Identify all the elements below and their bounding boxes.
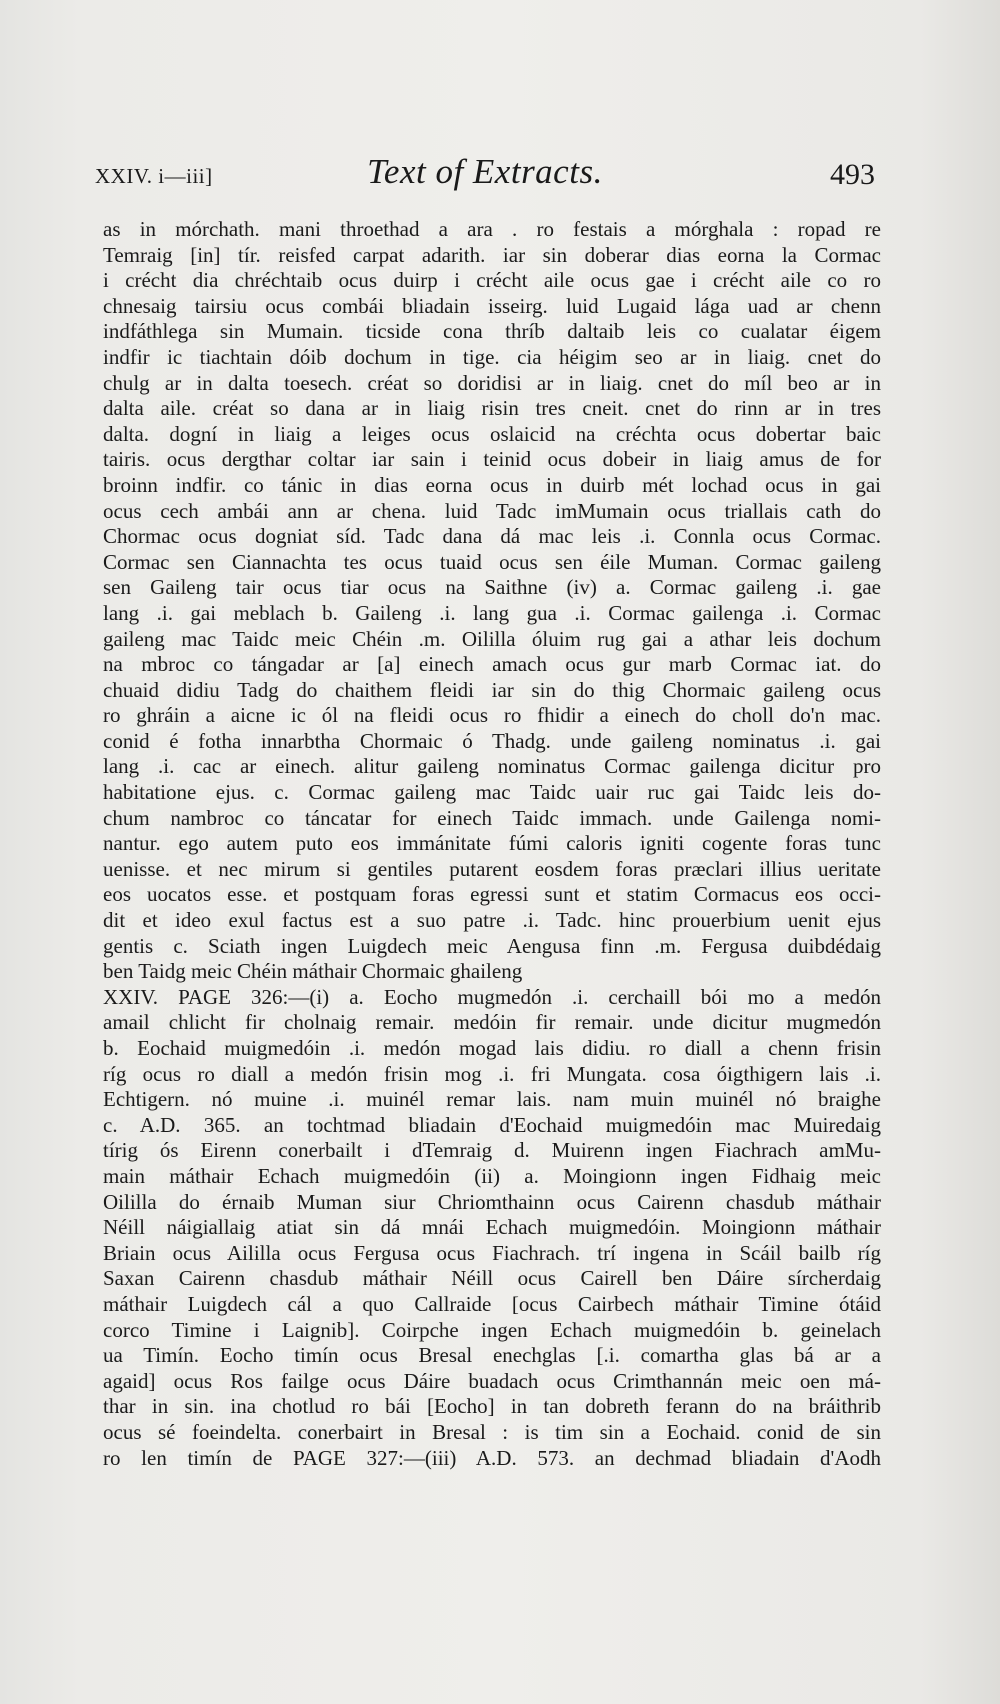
text-line: as in mórchath. mani throethad a ara . ro festais a mórghala : ropad re (103, 217, 881, 241)
text-line: i crécht dia chréchtaib ocus duirp i crécht aile ocus gae i crécht aile co ro (103, 268, 881, 293)
text-line: na mbroc co tángadar ar [a] einech amach ocus gur marb Cormac iat. do (103, 652, 881, 677)
text-line: chulg ar in dalta toesech. créat so doridisi ar in liaig. cnet do míl beo ar in (103, 370, 881, 395)
text-line: Néill náigiallaig atiat sin dá mnái Echach muigmedóin. Moingionn máthair (103, 1215, 881, 1240)
page-number: 493 (830, 158, 875, 191)
text-line: chnesaig tairsiu ocus combái bliadain isseirg. luid Lugaid lága uad ar chenn (103, 293, 881, 318)
text-line: gentis c. Sciath ingen Luigdech meic Aengusa finn .m. Fergusa duibdédaig (103, 933, 881, 958)
text-line: corco Timine i Laignib]. Coirpche ingen Echach muigmedóin b. geinelach (103, 1317, 881, 1342)
text-line: nantur. ego autem puto eos immánitate fúmi caloris igniti cogente foras tunc (103, 831, 881, 856)
text-line: amail chlicht fir cholnaig remair. medóin fir remair. unde dicitur mugmedón (103, 1010, 881, 1035)
text-line: sen Gaileng tair ocus tiar ocus na Saithne (iv) a. Cormac gaileng .i. gae (103, 575, 881, 600)
body-text (103, 217, 881, 1471)
text-line: broinn indfir. co tánic in dias eorna ocus in duirb mét lochad ocus in gai (103, 472, 881, 497)
text-line: ocus cech ambái ann ar chena. luid Tadc imMumain ocus triallais cath do (103, 498, 881, 523)
text-line: ro len timín de PAGE 327:—(iii) A.D. 573. an dechmad bliadain d'Aodh (103, 1445, 881, 1470)
text-line: c. A.D. 365. an tochtmad bliadain d'Eochaid muigmedóin mac Muiredaig (103, 1112, 881, 1137)
text-line: b. Eochaid muigmedóin .i. medón mogad lais didiu. ro diall a chenn frisin (103, 1036, 881, 1060)
text-line: Saxan Cairenn chasdub máthair Néill ocus Cairell ben Dáire sírcherdaig (103, 1266, 881, 1291)
text-line: dalta. dogní in liaig a leiges ocus oslaicid na créchta ocus dobertar baic (103, 421, 881, 446)
text-line: agaid] ocus Ros failge ocus Dáire buadach ocus Crimthannán meic oen má- (103, 1368, 881, 1393)
text-line: máthair Luigdech cál a quo Callraide [ocus Cairbech máthair Timine ótáid (103, 1291, 881, 1316)
text-line: XXIV. PAGE 326:—(i) a. Eocho mugmedón .i. cerchaill bói mo a medón (103, 984, 881, 1009)
text-line: ro ghráin a aicne ic ól na fleidi ocus ro fhidir a einech do choll do'n mac. (103, 703, 881, 728)
text-line: chum nambroc co táncatar for einech Taidc immach. unde Gailenga nomi- (103, 805, 881, 830)
text-line: conid é fotha innarbtha Chormaic ó Thadg. unde gaileng nominatus .i. gai (103, 728, 881, 753)
text-line: Temraig [in] tír. reisfed carpat adarith. iar sin doberar dias eorna la Cormac (103, 242, 881, 267)
text-line: ua Timín. Eocho timín ocus Bresal enechglas [.i. comartha glas bá ar a (103, 1343, 881, 1368)
section-reference: XXIV. i—iii] (95, 164, 213, 188)
text-line: Chormac ocus dogniat síd. Tadc dana dá mac leis .i. Connla ocus Cormac. (103, 524, 881, 549)
page-title: Text of Extracts. (367, 152, 603, 191)
text-line: tírig ós Eirenn conerbailt i dTemraig d. Muirenn ingen Fiachrach amMu- (103, 1138, 881, 1163)
text-line: ríg ocus ro diall a medón frisin mog .i. fri Mungata. cosa óigthigern lais .i. (103, 1061, 881, 1086)
text-line: chuaid didiu Tadg do chaithem fleidi iar sin do thig Chormaic gaileng ocus (103, 677, 881, 702)
text-line: lang .i. gai meblach b. Gaileng .i. lang gua .i. Cormac gailenga .i. Cormac (103, 600, 881, 625)
text-line: main máthair Echach muigmedóin (ii) a. Moingionn ingen Fidhaig meic (103, 1163, 881, 1188)
text-line: indfáthlega sin Mumain. ticside cona thríb daltaib leis co cualatar éigem (103, 319, 881, 344)
running-header (95, 152, 875, 202)
text-line: habitatione ejus. c. Cormac gaileng mac Taidc uair ruc gai Taidc leis do- (103, 780, 881, 805)
text-line: uenisse. et nec mirum si gentiles putarent eosdem foras præclari illius ueritate (103, 856, 881, 881)
text-line: dalta aile. créat so dana ar in liaig risin tres cneit. cnet do rinn ar in tres (103, 396, 881, 421)
text-line: eos uocatos esse. et postquam foras egressi sunt et statim Cormacus eos occi- (103, 882, 881, 907)
text-line: tairis. ocus dergthar coltar iar sain i teinid ocus dobeir in liaig amus de for (103, 447, 881, 472)
text-line: ocus sé foeindelta. conerbairt in Bresal : is tim sin a Eochaid. conid de sin (103, 1419, 881, 1444)
text-line: Echtigern. nó muine .i. muinél remar lais. nam muin muinél nó braighe (103, 1087, 881, 1112)
text-line: lang .i. cac ar einech. alitur gaileng nominatus Cormac gailenga dicitur pro (103, 754, 881, 779)
text-line: dit et ideo exul factus est a suo patre .i. Tadc. hinc prouerbium uenit ejus (103, 908, 881, 933)
text-line: gaileng mac Taidc meic Chéin .m. Oilillа óluim rug gai a athar leis dochum (103, 626, 881, 651)
text-line: Cormac sen Ciannachta tes ocus tuaid ocus sen éile Muman. Cormac gaileng (103, 549, 881, 574)
text-line: thar in sin. ina chotlud ro bái [Eocho] in tan dobreth ferann do na bráithrib (103, 1394, 881, 1419)
text-line: Briain ocus Ailillа ocus Fergusa ocus Fiachrach. trí ingena in Scáil bailb ríg (103, 1240, 881, 1265)
text-line: indfir ic tiachtain dóib dochum in tige. cia héigim seo ar in liaig. cnet do (103, 344, 881, 369)
text-line: Oilillа do érnaib Muman siur Chriomthainn ocus Cairenn chasdub máthair (103, 1189, 881, 1214)
text-line: ben Taidg meic Chéin máthair Chormaic ghaileng (103, 959, 523, 984)
